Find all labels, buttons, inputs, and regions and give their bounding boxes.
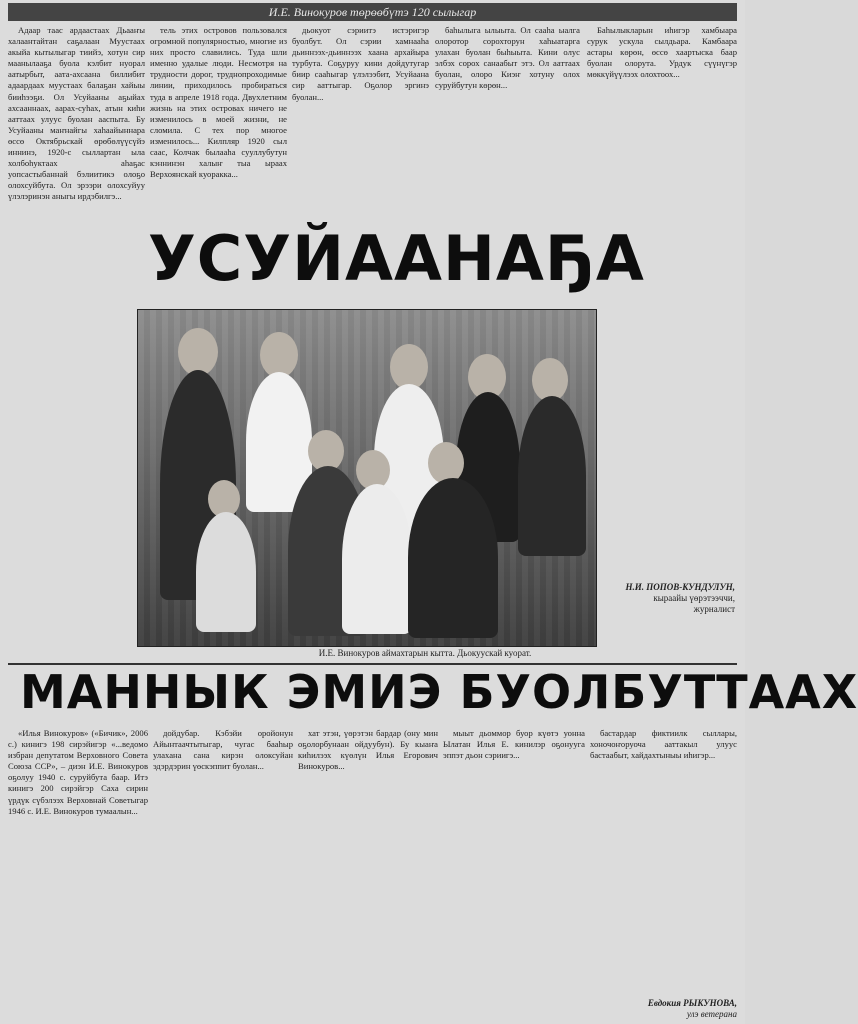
- article1-author: Н.И. ПОПОВ-КУНДУЛУН,: [625, 582, 735, 592]
- article1-signature: [570, 582, 735, 632]
- article2-column-3-text: хат этэн, үөрэтэн бардар (ону мин оҕолорбунаан ойдуубун). Бу кыаҥа киһилээх күөлүн Илья Егорович Винокуров...: [298, 728, 438, 772]
- article1-column-1: [8, 25, 145, 665]
- person: [342, 484, 412, 634]
- article2-column-2-text: дойдубар. Кэбэйи оройонун Айынтаачтытыгар, чугас бааһыр улахана сана кирэн олоксуйан эдэрдэрин үөскэппит буолан...: [153, 728, 293, 772]
- article2-column-3: [298, 728, 438, 1020]
- article1-column-2-text: тель этих островов пользовался огромной популярностью, многие из них просто славились. Туда шли именно удалые люди. Несмотря на трудности дорог, труднопроходимые линии, приходилось пробираться туда в апреле 1918 года. Двухлетним жизнь на этих островах ничего не изменилось в моей жизни, не сломила. С тех пор многое изменилось... Килпляр 1920 сыл саас, Колчак былааһа сууллубутун кэннинэн халыҥ тыа ыраах Верхоянскай куоракка...: [150, 25, 287, 180]
- article1-column-3-text: дьокуот сэриитэ истэригэр буолбут. Ол сэрии хамнааһа дьиннээх-дьиннээх хаана архайыра турбута. Соҕуруу кини дойдутугар биир сааһыгар үлэлээбит, Усуйаана сир ааттыгар. Оҕолор эргинэ буолан...: [292, 25, 429, 102]
- article1-column-5: [587, 25, 737, 585]
- article1-author-role1: кыраайы үөрэтээччи,: [653, 593, 735, 603]
- article1-author-role2: журналист: [693, 604, 735, 614]
- article1-column-5-text: Баһылыкларын иһигэр хамбыара сурук ускула сылдьара. Камбаара астары көрөн, өссө хаартыска баар буолан олорута. Урдук сүүнүгэр мөккүйүүлээх олохтоох...: [587, 25, 737, 80]
- article2-column-5-text: бастардар фиктиилк сыллары, хоночоҥоруоча ааттакыл улуус бастаабыт, хайдахтыныы иһигэр...: [590, 728, 737, 761]
- article2-column-1: [8, 728, 148, 1020]
- person: [518, 396, 586, 556]
- article2-signature: [590, 998, 737, 1022]
- page-header: И.Е. Винокуров төрөөбүтэ 120 сылыгар: [8, 3, 737, 21]
- article2-column-2: [153, 728, 293, 1020]
- group-photo: [137, 309, 597, 647]
- article1-column-4-text: баһылыга ылыыта. Ол сааһа ыалга олоротор сорохторун хаһыатарга улахан буолан быһыыта. Кини олус элбэх сорох санаабыт этэ. Ол ааттаах буолан, олоро Киэҥ хотуну олох суруйбутун көрөн...: [435, 25, 580, 91]
- article2-column-4-text: мыыт дьоммор буор күөтэ уонна Ылатан Илья Е. кинилэр оҕонууга эппэт дьон сэриигэ...: [443, 728, 585, 761]
- article1-column-1-text: Адаар таас ардаастаах Дьааҥы халаантайтан саҕалаан Муустаах акыйа кытылыгар тиийэ, хотун сир маанылааҕа буола кэлбит нуорал аатырбыт, аата-ахсаана биллибит адаардаах муустаах балаҕан хайыы бииһээҕи. Ол Усуйааны аҕыйах ахсааннаах, аарах-суһах, атын киһи ааттаах улуус буолан ааспыта. Бу Усуйааны маҥнайгы хаһаайыннара өссө Октябрьскай өрөбөлүүсүйэ иннинэ, 1920-с сыллартан ыла холбоһуктаах аһаҕас уопсастыбаннай бэлиитикэ олоҕо олохсуйбута. Ол эрээри олохсуйуу үлэлэринэн аныгы ирдэбилгэ...: [8, 25, 145, 202]
- person: [408, 478, 498, 638]
- article2-author-role: улэ ветерана: [686, 1009, 737, 1019]
- article2-column-1-text: «Илья Винокуров» («Бичик», 2006 с.) кинигэ 198 сирэйигэр «...ведомо избран депутатом Верховного Совета Союза ССР», – диэн И.Е. Винокуров оҕолуу 1940 с. суруйбута баар. Итэ кинигэ 200 сирэйгэр Саха сирин үрдүк сүбэлээх Верховнай Советыгар 1946 с. И.Е. Винокуров тумаалын...: [8, 728, 148, 816]
- article2-title: МАННЫК ЭМИЭ БУОЛБУТТААХ: [20, 665, 858, 719]
- photo-caption: И.Е. Винокуров аймахтарын кытта. Дьокуускай куорат.: [318, 648, 532, 658]
- article2-column-4: [443, 728, 585, 1020]
- article2-column-5: [590, 728, 737, 996]
- article2-author: Евдокия РЫКУНОВА,: [647, 998, 737, 1008]
- person-head: [178, 328, 218, 376]
- article1-title: УСУЙААНАҔА: [148, 222, 645, 295]
- person: [196, 512, 256, 632]
